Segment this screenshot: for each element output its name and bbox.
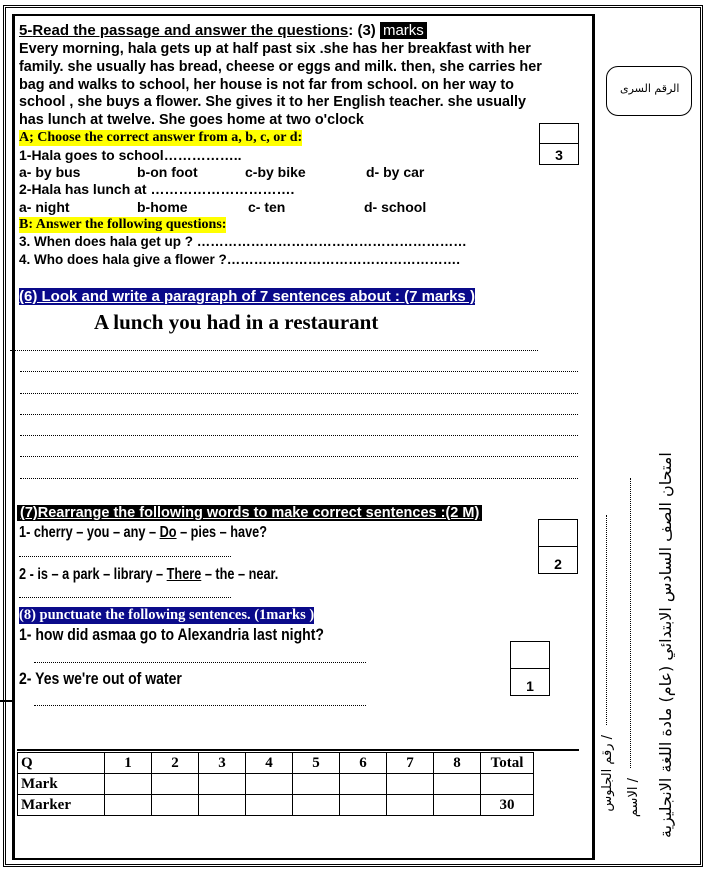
seat-number-label: رقم الجلوس / [600, 735, 615, 812]
part-b-heading: B: Answer the following questions: [19, 217, 227, 232]
marker-cell[interactable] [246, 795, 293, 816]
mark-cell[interactable] [387, 774, 434, 795]
table-header-cell: Total [481, 753, 534, 774]
mark-cell[interactable] [199, 774, 246, 795]
marker-cell[interactable] [340, 795, 387, 816]
writing-line[interactable] [20, 435, 578, 436]
answer-line[interactable] [34, 705, 366, 706]
left-border [12, 14, 15, 860]
table-header-cell: Q [18, 753, 105, 774]
q1-option-c: c-by bike [245, 164, 306, 180]
q1-option-b: b-on foot [137, 164, 198, 180]
seat-number-field[interactable] [606, 515, 607, 725]
marker-cell[interactable] [105, 795, 152, 816]
total-mark-cell[interactable] [481, 774, 534, 795]
q1-option-d: d- by car [366, 164, 425, 180]
mark-cell[interactable] [293, 774, 340, 795]
bottom-border [12, 858, 595, 860]
q8-mark-box: 1 [510, 641, 550, 696]
q5-title: 5-Read the passage and answer the questions: (3) marks [19, 22, 427, 39]
answer-line[interactable] [19, 597, 231, 598]
table-row [18, 774, 534, 795]
part-a-heading: A; Choose the correct answer from a, b, c, or d: [19, 130, 303, 145]
mark-cell[interactable] [434, 774, 481, 795]
top-border [12, 14, 595, 16]
q5-mark-box: 3 [539, 123, 579, 165]
mark-cell[interactable] [105, 774, 152, 795]
question-1: 1-Hala goes to school…………….. [19, 147, 242, 163]
question-4: 4. Who does hala give a flower ?……………………………………………. [19, 252, 461, 267]
table-row [18, 753, 534, 774]
marker-row-label: Marker [18, 795, 105, 816]
q6-topic: A lunch you had in a restaurant [94, 310, 379, 334]
sidebar-divider [592, 14, 595, 860]
passage-line: bag and walks to school, her house is not far from school. on her way to [19, 77, 514, 93]
table-header-cell: 6 [340, 753, 387, 774]
question-3: 3. When does hala get up ? …………………………………………………… [19, 234, 467, 249]
table-row [18, 795, 534, 816]
table-rule [17, 749, 579, 751]
table-header-cell: 5 [293, 753, 340, 774]
left-tick [0, 700, 12, 702]
q8-sentence-2: 2- Yes we're out of water [19, 670, 182, 688]
table-header-cell: 2 [152, 753, 199, 774]
q8-title: (8) punctuate the following sentences. (1marks ) [19, 607, 315, 623]
score-table [17, 752, 534, 816]
marker-cell[interactable] [199, 795, 246, 816]
q7-sentence-2: 2 - is – a park – library – There – the – near. [19, 566, 279, 583]
writing-line[interactable] [10, 350, 538, 351]
marker-cell[interactable] [293, 795, 340, 816]
name-label: الاسم / [626, 778, 641, 818]
q7-sentence-1: 1- cherry – you – any – Do – pies – have? [19, 524, 267, 541]
marker-cell[interactable] [152, 795, 199, 816]
table-header-cell: 8 [434, 753, 481, 774]
mark-cell[interactable] [246, 774, 293, 795]
passage-line: school , she buys a flower. She gives it to her English teacher. she usually [19, 94, 527, 110]
q6-title: (6) Look and write a paragraph of 7 sentences about : (7 marks ) [19, 288, 475, 305]
writing-line[interactable] [20, 414, 578, 415]
exam-title: امتحان الصف السادس الابتدائي (عام) مادة اللغة الانجليزية [656, 452, 675, 838]
passage-line: Every morning, hala gets up at half past six .she has her breakfast with her [19, 41, 531, 57]
q7-title: (7)Rearrange the following words to make correct sentences :(2 M) [17, 505, 482, 521]
mark-row-label: Mark [18, 774, 105, 795]
passage-line: family. she usually has bread, cheese or eggs and milk. then, she carries her [19, 59, 542, 75]
writing-line[interactable] [20, 371, 578, 372]
answer-line[interactable] [34, 662, 366, 663]
q2-option-d: d- school [364, 199, 427, 215]
answer-line[interactable] [19, 556, 231, 557]
passage-line: has lunch at twelve. She goes home at two o'clock [19, 112, 364, 128]
name-field[interactable] [630, 478, 631, 768]
q8-sentence-1: 1- how did asmaa go to Alexandria last night? [19, 626, 324, 644]
serial-number-label: الرقم السرى [620, 82, 680, 95]
table-header-cell: 3 [199, 753, 246, 774]
table-header-cell: 7 [387, 753, 434, 774]
total-value: 30 [481, 795, 534, 816]
q2-option-b: b-home [137, 199, 188, 215]
writing-line[interactable] [20, 478, 578, 479]
writing-line[interactable] [20, 456, 578, 457]
q1-option-a: a- by bus [19, 164, 81, 180]
writing-line[interactable] [20, 393, 578, 394]
marker-cell[interactable] [387, 795, 434, 816]
q7-mark-box: 2 [538, 519, 578, 574]
question-2: 2-Hala has lunch at …………………………. [19, 181, 295, 197]
marker-cell[interactable] [434, 795, 481, 816]
table-header-cell: 1 [105, 753, 152, 774]
mark-cell[interactable] [340, 774, 387, 795]
q2-option-c: c- ten [248, 199, 286, 215]
table-header-cell: 4 [246, 753, 293, 774]
mark-cell[interactable] [152, 774, 199, 795]
q2-option-a: a- night [19, 199, 70, 215]
